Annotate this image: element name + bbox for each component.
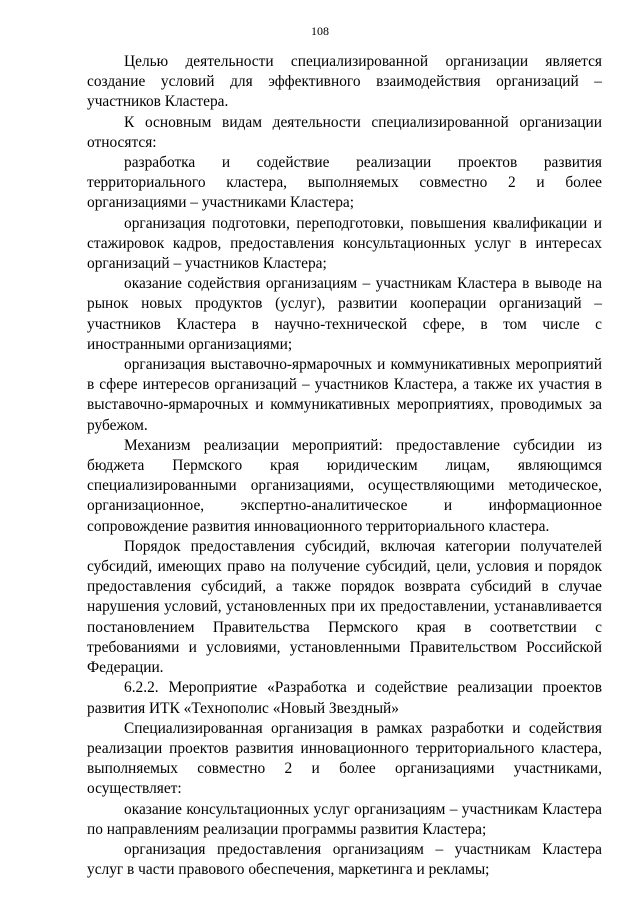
paragraph: Целью деятельности специализированной организации является создание условий для эффективного взаимодействия организаций – участников Кластера.: [87, 53, 602, 111]
paragraph: К основным видам деятельности специализированной организации относятся:: [87, 113, 602, 151]
list-item: оказание консультационных услуг организациям – участникам Кластера по направлениям реализации программы развития Кластера;: [87, 800, 602, 838]
list-item: организация предоставления организациям – участникам Кластера услуг в части правового обеспечения, маркетинга и рекламы;: [87, 840, 602, 879]
paragraph: Порядок предоставления субсидий, включая категории получателей субсидий, имеющих право на получение субсидий, цели, условия и порядок предоставления субсидий, а также порядок возврата субсидий в случае нарушения условий, установленных при их предоставлении, устанавливается постановлением Правительства Пермского края в соответствии с требованиями и условиями, установленными Правительством Российской Федерации.: [87, 537, 602, 677]
list-item: организация выставочно-ярмарочных и коммуникативных мероприятий в сфере интересов организаций – участников Кластера, а также их участия в выставочно-ярмарочных и коммуникативных мероприятиях, проводимых за рубежом.: [87, 356, 602, 434]
page-number: 108: [311, 24, 329, 38]
list-item: разработка и содействие реализации проектов развития территориального кластера, выполняемых совместно 2 и более организациями – участниками Кластера;: [87, 154, 602, 212]
list-item: организация подготовки, переподготовки, повышения квалификации и стажировок кадров, предоставления консультационных услуг в интересах организаций – участников Кластера;: [87, 214, 602, 273]
paragraph: Специализированная организация в рамках разработки и содействия реализации проектов развития инновационного территориального кластера, выполняемых совместно 2 и более организациями участниками, осуществляет:: [87, 719, 602, 798]
section-heading: 6.2.2. Мероприятие «Разработка и содействие реализации проектов развития ИТК «Технополис «Новый Звездный»: [87, 679, 602, 717]
document-body: [87, 52, 602, 880]
paragraph: Механизм реализации мероприятий: предоставление субсидии из бюджета Пермского края юридическим лицам, являющимся специализированными организациями, осуществляющими методическое, организационное, экспертно-аналитическое и информационное сопровождение развития инновационного территориального кластера.: [87, 436, 602, 535]
list-item: оказание содействия организациям – участникам Кластера в выводе на рынок новых продуктов (услуг), развитии кооперации организаций – участников Кластера в научно-технической сфере, в том числе с иностранными организациями;: [87, 275, 602, 353]
